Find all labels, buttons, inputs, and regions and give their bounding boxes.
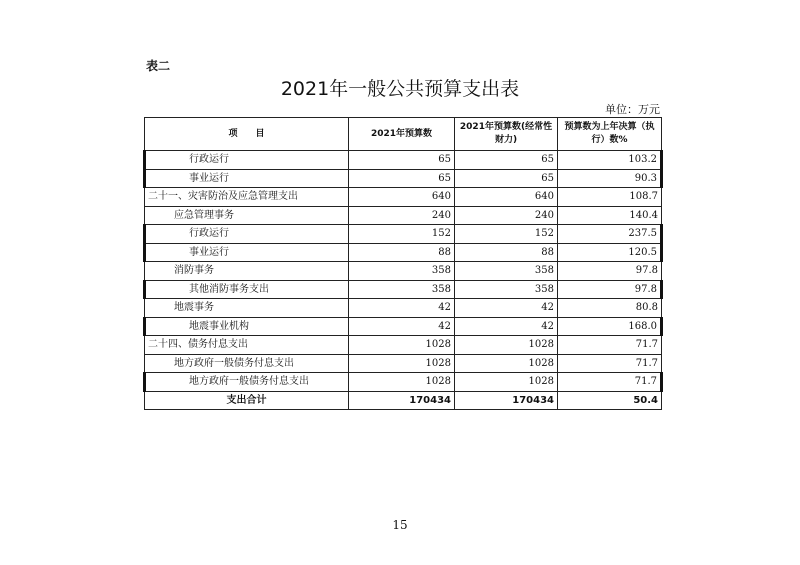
row-item: 事业运行 [145,169,349,188]
row-budget: 1028 [349,373,455,392]
row-budget-regular: 152 [455,225,558,244]
row-budget-regular: 42 [455,317,558,336]
row-item: 二十四、债务付息支出 [145,336,349,355]
row-budget: 65 [349,169,455,188]
row-budget: 358 [349,280,455,299]
row-budget: 65 [349,151,455,170]
row-ratio: 168.0 [558,317,662,336]
row-budget: 42 [349,317,455,336]
table-row [145,151,662,170]
row-item: 地方政府一般债务付息支出 [145,354,349,373]
row-ratio: 120.5 [558,243,662,262]
row-item: 事业运行 [145,243,349,262]
row-budget-regular: 1028 [455,336,558,355]
row-budget: 240 [349,206,455,225]
header-budget-regular: 2021年预算数(经常性财力) [455,118,558,151]
row-ratio: 97.8 [558,262,662,281]
row-item: 行政运行 [145,151,349,170]
row-ratio: 71.7 [558,336,662,355]
table-row [145,336,662,355]
row-item: 地震事务 [145,299,349,318]
unit-label: 单位：万元 [605,103,660,116]
row-budget: 152 [349,225,455,244]
page-number: 15 [392,518,408,532]
budget-table [143,117,663,410]
row-budget: 1028 [349,336,455,355]
row-budget-regular: 1028 [455,373,558,392]
header-ratio: 预算数为上年决算（执行）数% [558,118,662,151]
table-label: 表二 [146,59,171,73]
total-ratio: 50.4 [558,391,662,410]
table-row [145,225,662,244]
row-budget: 640 [349,188,455,207]
row-budget-regular: 65 [455,169,558,188]
page-title: 2021年一般公共预算支出表 [280,78,520,100]
row-budget: 358 [349,262,455,281]
table-row [145,169,662,188]
total-budget: 170434 [349,391,455,410]
table-row [145,206,662,225]
row-item: 地震事业机构 [145,317,349,336]
table-row [145,280,662,299]
row-ratio: 71.7 [558,373,662,392]
row-budget-regular: 640 [455,188,558,207]
row-ratio: 71.7 [558,354,662,373]
row-budget-regular: 358 [455,262,558,281]
row-budget-regular: 42 [455,299,558,318]
row-item: 二十一、灾害防治及应急管理支出 [145,188,349,207]
row-budget-regular: 88 [455,243,558,262]
row-item: 行政运行 [145,225,349,244]
row-item: 其他消防事务支出 [145,280,349,299]
row-budget-regular: 65 [455,151,558,170]
row-ratio: 80.8 [558,299,662,318]
row-budget-regular: 1028 [455,354,558,373]
header-item: 项 目 [145,118,349,151]
row-budget-regular: 358 [455,280,558,299]
row-ratio: 97.8 [558,280,662,299]
row-budget: 42 [349,299,455,318]
row-ratio: 237.5 [558,225,662,244]
row-item: 地方政府一般债务付息支出 [145,373,349,392]
row-ratio: 140.4 [558,206,662,225]
table-row [145,188,662,207]
table-row [145,262,662,281]
row-budget: 88 [349,243,455,262]
table-row [145,373,662,392]
total-budget-regular: 170434 [455,391,558,410]
row-item: 应急管理事务 [145,206,349,225]
header-budget: 2021年预算数 [349,118,455,151]
table-row [145,299,662,318]
row-budget-regular: 240 [455,206,558,225]
table-total-row [145,391,662,410]
row-ratio: 108.7 [558,188,662,207]
row-ratio: 90.3 [558,169,662,188]
table-body [145,151,662,410]
table-header-row [145,118,662,151]
table-row [145,243,662,262]
row-ratio: 103.2 [558,151,662,170]
total-label: 支出合计 [145,391,349,410]
row-budget: 1028 [349,354,455,373]
row-item: 消防事务 [145,262,349,281]
table-row [145,354,662,373]
table-row [145,317,662,336]
